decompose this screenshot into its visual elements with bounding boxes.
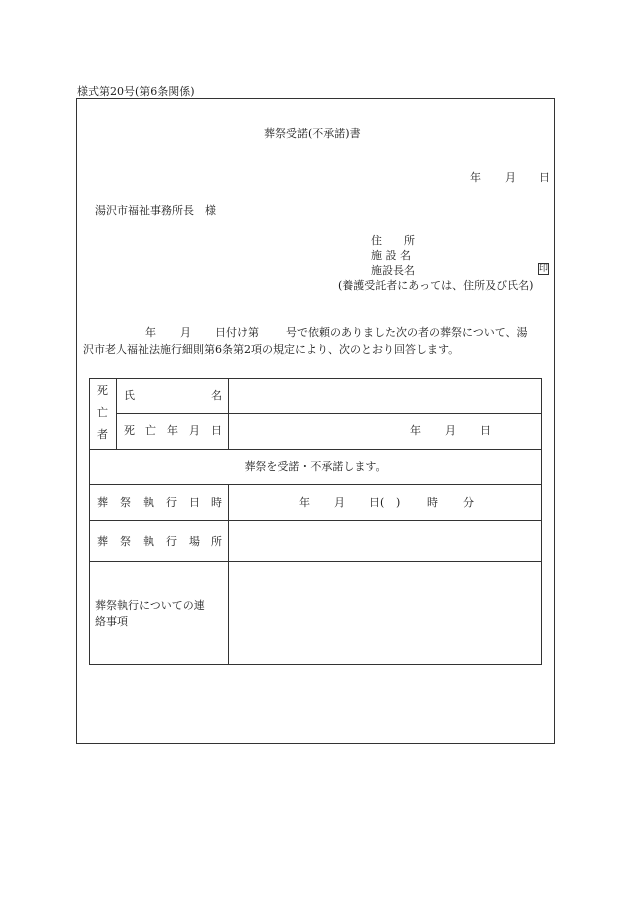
exec-date-char: 祭 [120,496,131,509]
exec-date-char: 日 [189,496,200,509]
exec-date-char: 葬 [97,496,108,509]
date-day: 日 [539,171,550,184]
exec-date-char: 執 [143,496,154,509]
addressee: 湯沢市福祉事務所長 様 [95,204,216,217]
exec-day: 日( [369,496,385,509]
exec-place-char: 所 [211,535,222,548]
exec-place-char: 葬 [97,535,108,548]
exec-date-char: 行 [166,496,177,509]
facility-name-label: 施 設 名 [371,249,411,262]
body-dated: 日付け第 [215,326,259,339]
death-year: 年 [410,424,421,437]
table-rule [89,484,542,485]
form-title: 葬祭受諾(不承諾)書 [264,127,361,140]
deceased-char: 者 [97,428,108,441]
body-month: 月 [180,326,191,339]
exec-weekday-close: ) [396,496,401,509]
death-date-char: 年 [167,424,178,437]
death-date-char: 月 [189,424,200,437]
exec-year: 年 [299,496,310,509]
deceased-char: 亡 [97,406,108,419]
death-date-char: 日 [211,424,222,437]
name-char: 氏 [124,389,135,402]
death-day: 日 [480,424,491,437]
date-month: 月 [505,171,516,184]
exec-month: 月 [334,496,345,509]
form-number: 様式第20号(第6条関係) [77,85,195,98]
exec-place-char: 場 [189,535,200,548]
contact-label-line1: 葬祭執行についての連 [95,599,205,612]
contact-label-line2: 絡事項 [95,615,128,628]
exec-minute: 分 [463,496,474,509]
body-number-rest: 号で依頼のありました次の者の葬祭について、湯 [286,326,528,339]
exec-place-char: 行 [166,535,177,548]
body-line2: 沢市老人福祉法施行細則第6条第2項の規定により、次のとおり回答します。 [83,343,460,356]
date-year: 年 [470,171,481,184]
death-date-char: 亡 [145,424,156,437]
director-name-label: 施設長名 [371,264,415,277]
name-char: 名 [211,389,222,402]
contact-value-cell[interactable] [229,562,541,664]
exec-date-char: 時 [211,496,222,509]
exec-place-value-cell[interactable] [229,521,541,561]
exec-place-char: 執 [143,535,154,548]
table-rule [116,413,542,414]
death-date-char: 死 [124,424,135,437]
address-label: 住 所 [371,234,415,247]
body-year: 年 [145,326,156,339]
deceased-char: 死 [97,384,108,397]
death-month: 月 [445,424,456,437]
guardian-note: (養護受託者にあっては、住所及び氏名) [338,279,534,292]
table-rule [89,449,542,450]
exec-hour: 時 [427,496,438,509]
seal-mark: 印 [539,264,549,274]
name-value-cell[interactable] [229,379,541,413]
decision-text[interactable]: 葬祭を受諾・不承諾します。 [244,460,387,473]
exec-place-char: 祭 [120,535,131,548]
